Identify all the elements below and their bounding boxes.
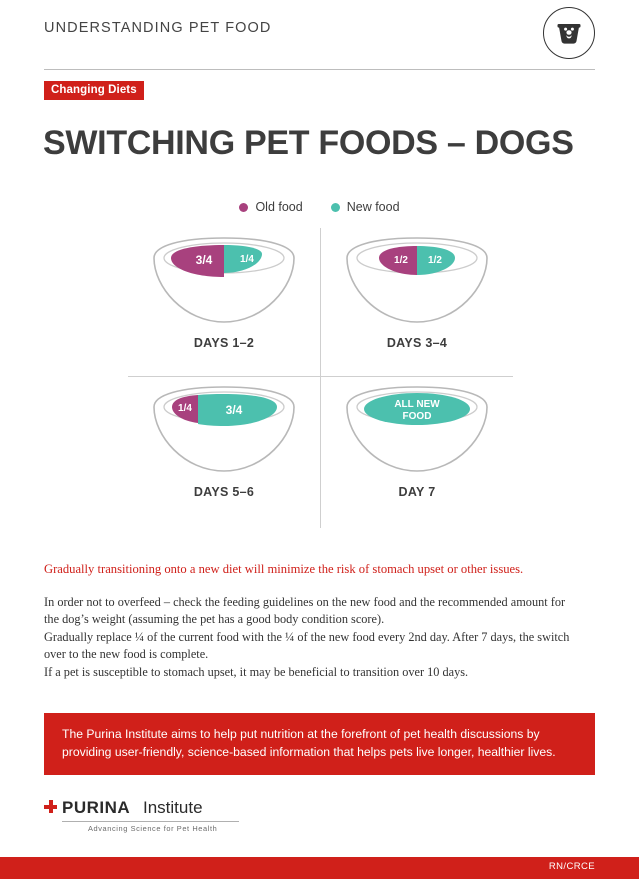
bowl-new-label-days-1-2: 1/4 <box>240 254 254 265</box>
bowl-cell-days-3-4 <box>321 228 513 376</box>
legend-dot-new-food-icon <box>331 203 340 212</box>
logo-tagline: Advancing Science for Pet Health <box>88 824 218 833</box>
bowl-old-label-days-3-4: 1/2 <box>394 255 408 266</box>
bowl-cell-days-5-6 <box>128 377 320 525</box>
lead-paragraph: Gradually transitioning onto a new diet will minimize the risk of stomach upset or other issues. <box>44 562 524 576</box>
kicker-tag: Changing Diets <box>44 81 144 100</box>
bowl-diagram-grid <box>128 228 513 533</box>
footer-code: RN/CRCE <box>548 861 595 872</box>
bowl-illustration-day-7 <box>333 381 501 477</box>
bowl-cell-day-7 <box>321 377 513 525</box>
logo-divider <box>62 821 239 822</box>
footer-bar <box>0 857 639 879</box>
bowl-new-label-days-3-4: 1/2 <box>428 255 442 266</box>
main-title: SWITCHING PET FOODS – DOGS <box>43 124 574 162</box>
bowl-caption-days-1-2: DAYS 1–2 <box>193 336 255 350</box>
institute-wordmark: Institute <box>143 798 203 817</box>
legend-item-new-food <box>331 200 400 214</box>
bowl-caption-days-5-6: DAYS 5–6 <box>193 485 255 499</box>
purina-cross-icon <box>44 800 57 813</box>
bowl-illustration-days-5-6 <box>140 381 308 477</box>
header-divider <box>44 69 595 70</box>
mission-callout: The Purina Institute aims to help put nutrition at the forefront of pet health discussions by providing user-friendly, science-based information that helps pets live longer, healthier lives. <box>44 713 595 775</box>
bowl-caption-days-3-4: DAYS 3–4 <box>386 336 448 350</box>
bowl-illustration-days-3-4 <box>333 232 501 328</box>
bowl-new-label-day-7-line2: FOOD <box>402 411 432 422</box>
legend-label-old-food: Old food <box>255 200 303 214</box>
body-paragraph-3: If a pet is susceptible to stomach upset, it may be beneficial to transition over 10 days. <box>44 665 469 679</box>
pet-food-bowl-badge-icon <box>543 7 595 59</box>
bowl-old-label-days-5-6: 1/4 <box>178 403 192 414</box>
page-title: UNDERSTANDING PET FOOD <box>44 20 272 36</box>
body-paragraph-1: In order not to overfeed – check the feeding guidelines on the new food and the recommended amount for the dog’s weight (assuming the pet has a good body condition score). <box>44 595 566 627</box>
legend-dot-old-food-icon <box>239 203 248 212</box>
legend-item-old-food <box>239 200 302 214</box>
bowl-cell-days-1-2 <box>128 228 320 376</box>
legend <box>0 200 639 214</box>
bowl-new-label-day-7-line1: ALL NEW <box>394 399 440 410</box>
purina-institute-logo <box>44 798 304 840</box>
legend-label-new-food: New food <box>346 200 400 214</box>
bowl-caption-day-7: DAY 7 <box>398 485 436 499</box>
bowl-old-label-days-1-2: 3/4 <box>195 253 213 267</box>
bowl-new-label-days-5-6: 3/4 <box>225 403 243 417</box>
purina-wordmark: PURINA <box>62 798 131 817</box>
body-paragraph-2: Gradually replace ¼ of the current food with the ¼ of the new food every 2nd day. After 7 days, the switch over to the new food is complete. <box>44 630 570 662</box>
page-header <box>0 0 639 70</box>
bowl-illustration-days-1-2 <box>140 232 308 328</box>
